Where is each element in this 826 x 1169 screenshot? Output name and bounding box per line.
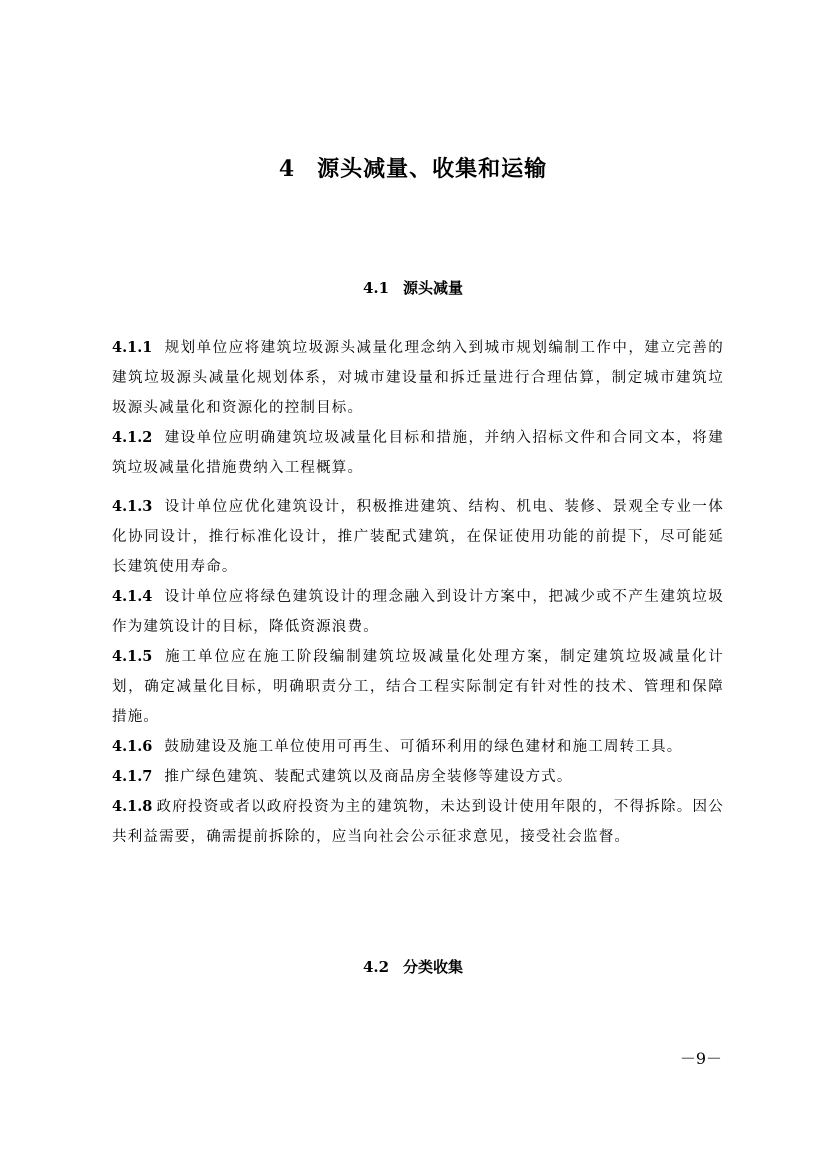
- chapter-title-text: 源头减量、收集和运输: [317, 156, 548, 182]
- clause-4-1-3: [112, 492, 724, 582]
- clause-number: 4.1.8: [112, 798, 153, 815]
- clause-4-1-7: [112, 762, 724, 792]
- clause-4-1-6: [112, 732, 724, 762]
- clause-text: 设计单位应优化建筑设计，积极推进建筑、结构、机电、装修、景观全专业一体化协同设计，推行标准化设计，推广装配式建筑，在保证使用功能的前提下，尽可能延长建筑使用寿命。: [112, 499, 724, 575]
- section-number: 4.2: [362, 958, 390, 976]
- clause-text: 推广绿色建筑、装配式建筑以及商品房全装修等建设方式。: [164, 769, 573, 785]
- page-number: －9－: [679, 1049, 722, 1068]
- clause-number: 4.1.6: [112, 738, 153, 755]
- clause-list: [112, 333, 724, 852]
- clause-text: 设计单位应将绿色建筑设计的理念融入到设计方案中，把减少或不产生建筑垃圾作为建筑设计的目标，降低资源浪费。: [112, 589, 724, 635]
- section-heading-4-1: [0, 277, 826, 298]
- section-title-text: 源头减量: [403, 279, 464, 297]
- clause-4-1-8: [112, 792, 724, 852]
- chapter-title: [0, 152, 826, 183]
- clause-4-1-4: [112, 582, 724, 642]
- section-heading-4-2: [0, 956, 826, 977]
- section-title-text: 分类收集: [403, 958, 464, 976]
- clause-text: 政府投资或者以政府投资为主的建筑物，未达到设计使用年限的，不得拆除。因公共利益需要，确需提前拆除的，应当向社会公示征求意见，接受社会监督。: [112, 799, 724, 845]
- section-number: 4.1: [362, 279, 390, 297]
- clause-4-1-5: [112, 642, 724, 732]
- clause-text: 鼓励建设及施工单位使用可再生、可循环利用的绿色建材和施工周转工具。: [164, 739, 683, 755]
- clause-4-1-1: [112, 333, 724, 423]
- clause-text: 规划单位应将建筑垃圾源头减量化理念纳入到城市规划编制工作中，建立完善的建筑垃圾源头减量化规划体系，对城市建设量和拆迁量进行合理估算，制定城市建筑垃圾源头减量化和资源化的控制目标。: [112, 340, 724, 416]
- clause-number: 4.1.2: [112, 429, 153, 446]
- clause-text: 建设单位应明确建筑垃圾减量化目标和措施，并纳入招标文件和合同文本，将建筑垃圾减量化措施费纳入工程概算。: [112, 430, 724, 476]
- clause-4-1-2: [112, 423, 724, 483]
- clause-text: 施工单位应在施工阶段编制建筑垃圾减量化处理方案，制定建筑垃圾减量化计划，确定减量化目标，明确职责分工，结合工程实际制定有针对性的技术、管理和保障措施。: [112, 649, 724, 725]
- clause-number: 4.1.3: [112, 498, 153, 515]
- clause-number: 4.1.5: [112, 648, 153, 665]
- clause-number: 4.1.4: [112, 588, 153, 605]
- chapter-number: 4: [278, 156, 296, 182]
- clause-number: 4.1.1: [112, 339, 153, 356]
- clause-number: 4.1.7: [112, 768, 153, 785]
